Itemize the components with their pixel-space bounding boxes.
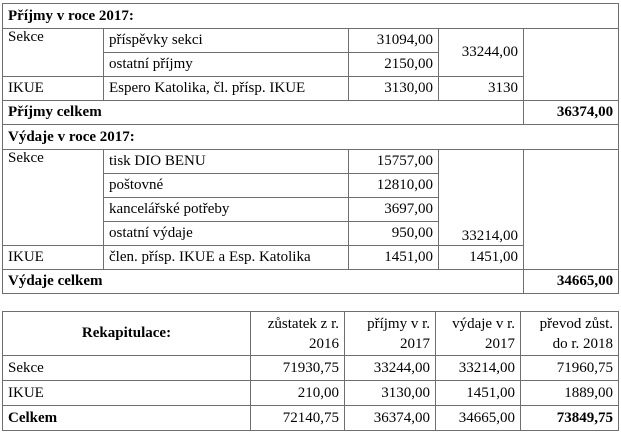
recap-cell: 71960,75 (521, 356, 619, 381)
recap-header-line: příjmy v r. (367, 315, 430, 332)
income-item-amount: 2150,00 (349, 53, 439, 77)
expenses-ikue-desc: člen. přísp. IKUE a Esp. Katolika (104, 246, 349, 270)
expenses-total-label: Výdaje celkem (3, 270, 524, 294)
expense-item-amount: 15757,00 (349, 150, 439, 174)
expenses-total-spacer (524, 150, 619, 270)
income-ikue-amount: 3130,00 (349, 77, 439, 101)
recap-cell: 1451,00 (436, 381, 521, 406)
expenses-ikue-amount: 1451,00 (349, 246, 439, 270)
recap-header-line: zůstatek z r. (267, 315, 339, 332)
expense-item-amount: 3697,00 (349, 198, 439, 222)
recap-cell: 73849,75 (521, 406, 619, 431)
recap-cell: 33214,00 (436, 356, 521, 381)
expense-item-amount: 12810,00 (349, 174, 439, 198)
income-total-spacer (524, 29, 619, 101)
recap-header-line: výdaje v r. (452, 315, 515, 332)
income-item-desc: příspěvky sekci (104, 29, 349, 53)
recap-header-line: do r. 2018 (552, 335, 613, 352)
recap-cell: 71930,75 (251, 356, 345, 381)
income-title: Příjmy v roce 2017: (3, 4, 619, 29)
recap-table (2, 311, 619, 431)
recap-row-label: Sekce (3, 356, 251, 381)
income-total-label: Příjmy celkem (3, 101, 524, 125)
recap-header (345, 312, 436, 356)
expenses-ikue-subtotal: 1451,00 (439, 246, 524, 270)
expenses-sekce-label: Sekce (3, 150, 104, 246)
recap-header (521, 312, 619, 356)
recap-cell: 210,00 (251, 381, 345, 406)
recap-cell: 33244,00 (345, 356, 436, 381)
recap-header-line: 2017 (485, 335, 515, 352)
recap-header-line: 2016 (309, 335, 339, 352)
income-ikue-subtotal: 3130 (439, 77, 524, 101)
income-sekce-label: Sekce (3, 29, 104, 77)
recap-header (436, 312, 521, 356)
income-ikue-desc: Espero Katolika, čl. přísp. IKUE (104, 77, 349, 101)
expense-item-desc: kancelářské potřeby (104, 198, 349, 222)
expenses-title: Výdaje v roce 2017: (3, 125, 619, 150)
expenses-sekce-subtotal: 33214,00 (439, 150, 524, 246)
recap-cell: 72140,75 (251, 406, 345, 431)
expense-item-desc: poštovné (104, 174, 349, 198)
expense-item-desc: ostatní výdaje (104, 222, 349, 246)
recap-header (251, 312, 345, 356)
income-ikue-label: IKUE (3, 77, 104, 101)
recap-cell: 36374,00 (345, 406, 436, 431)
income-total: 36374,00 (524, 101, 619, 125)
recap-title: Rekapitulace: (3, 312, 251, 356)
recap-cell: 1889,00 (521, 381, 619, 406)
income-item-amount: 31094,00 (349, 29, 439, 53)
recap-cell: 3130,00 (345, 381, 436, 406)
recap-header-line: převod zůst. (539, 315, 613, 332)
income-sekce-subtotal: 33244,00 (439, 29, 524, 77)
expenses-ikue-label: IKUE (3, 246, 104, 270)
expenses-total: 34665,00 (524, 270, 619, 294)
expense-item-desc: tisk DIO BENU (104, 150, 349, 174)
recap-row-label: Celkem (3, 406, 251, 431)
recap-row-label: IKUE (3, 381, 251, 406)
income-expense-table (2, 3, 619, 294)
expense-item-amount: 950,00 (349, 222, 439, 246)
income-item-desc: ostatní příjmy (104, 53, 349, 77)
recap-cell: 34665,00 (436, 406, 521, 431)
recap-header-line: 2017 (400, 335, 430, 352)
